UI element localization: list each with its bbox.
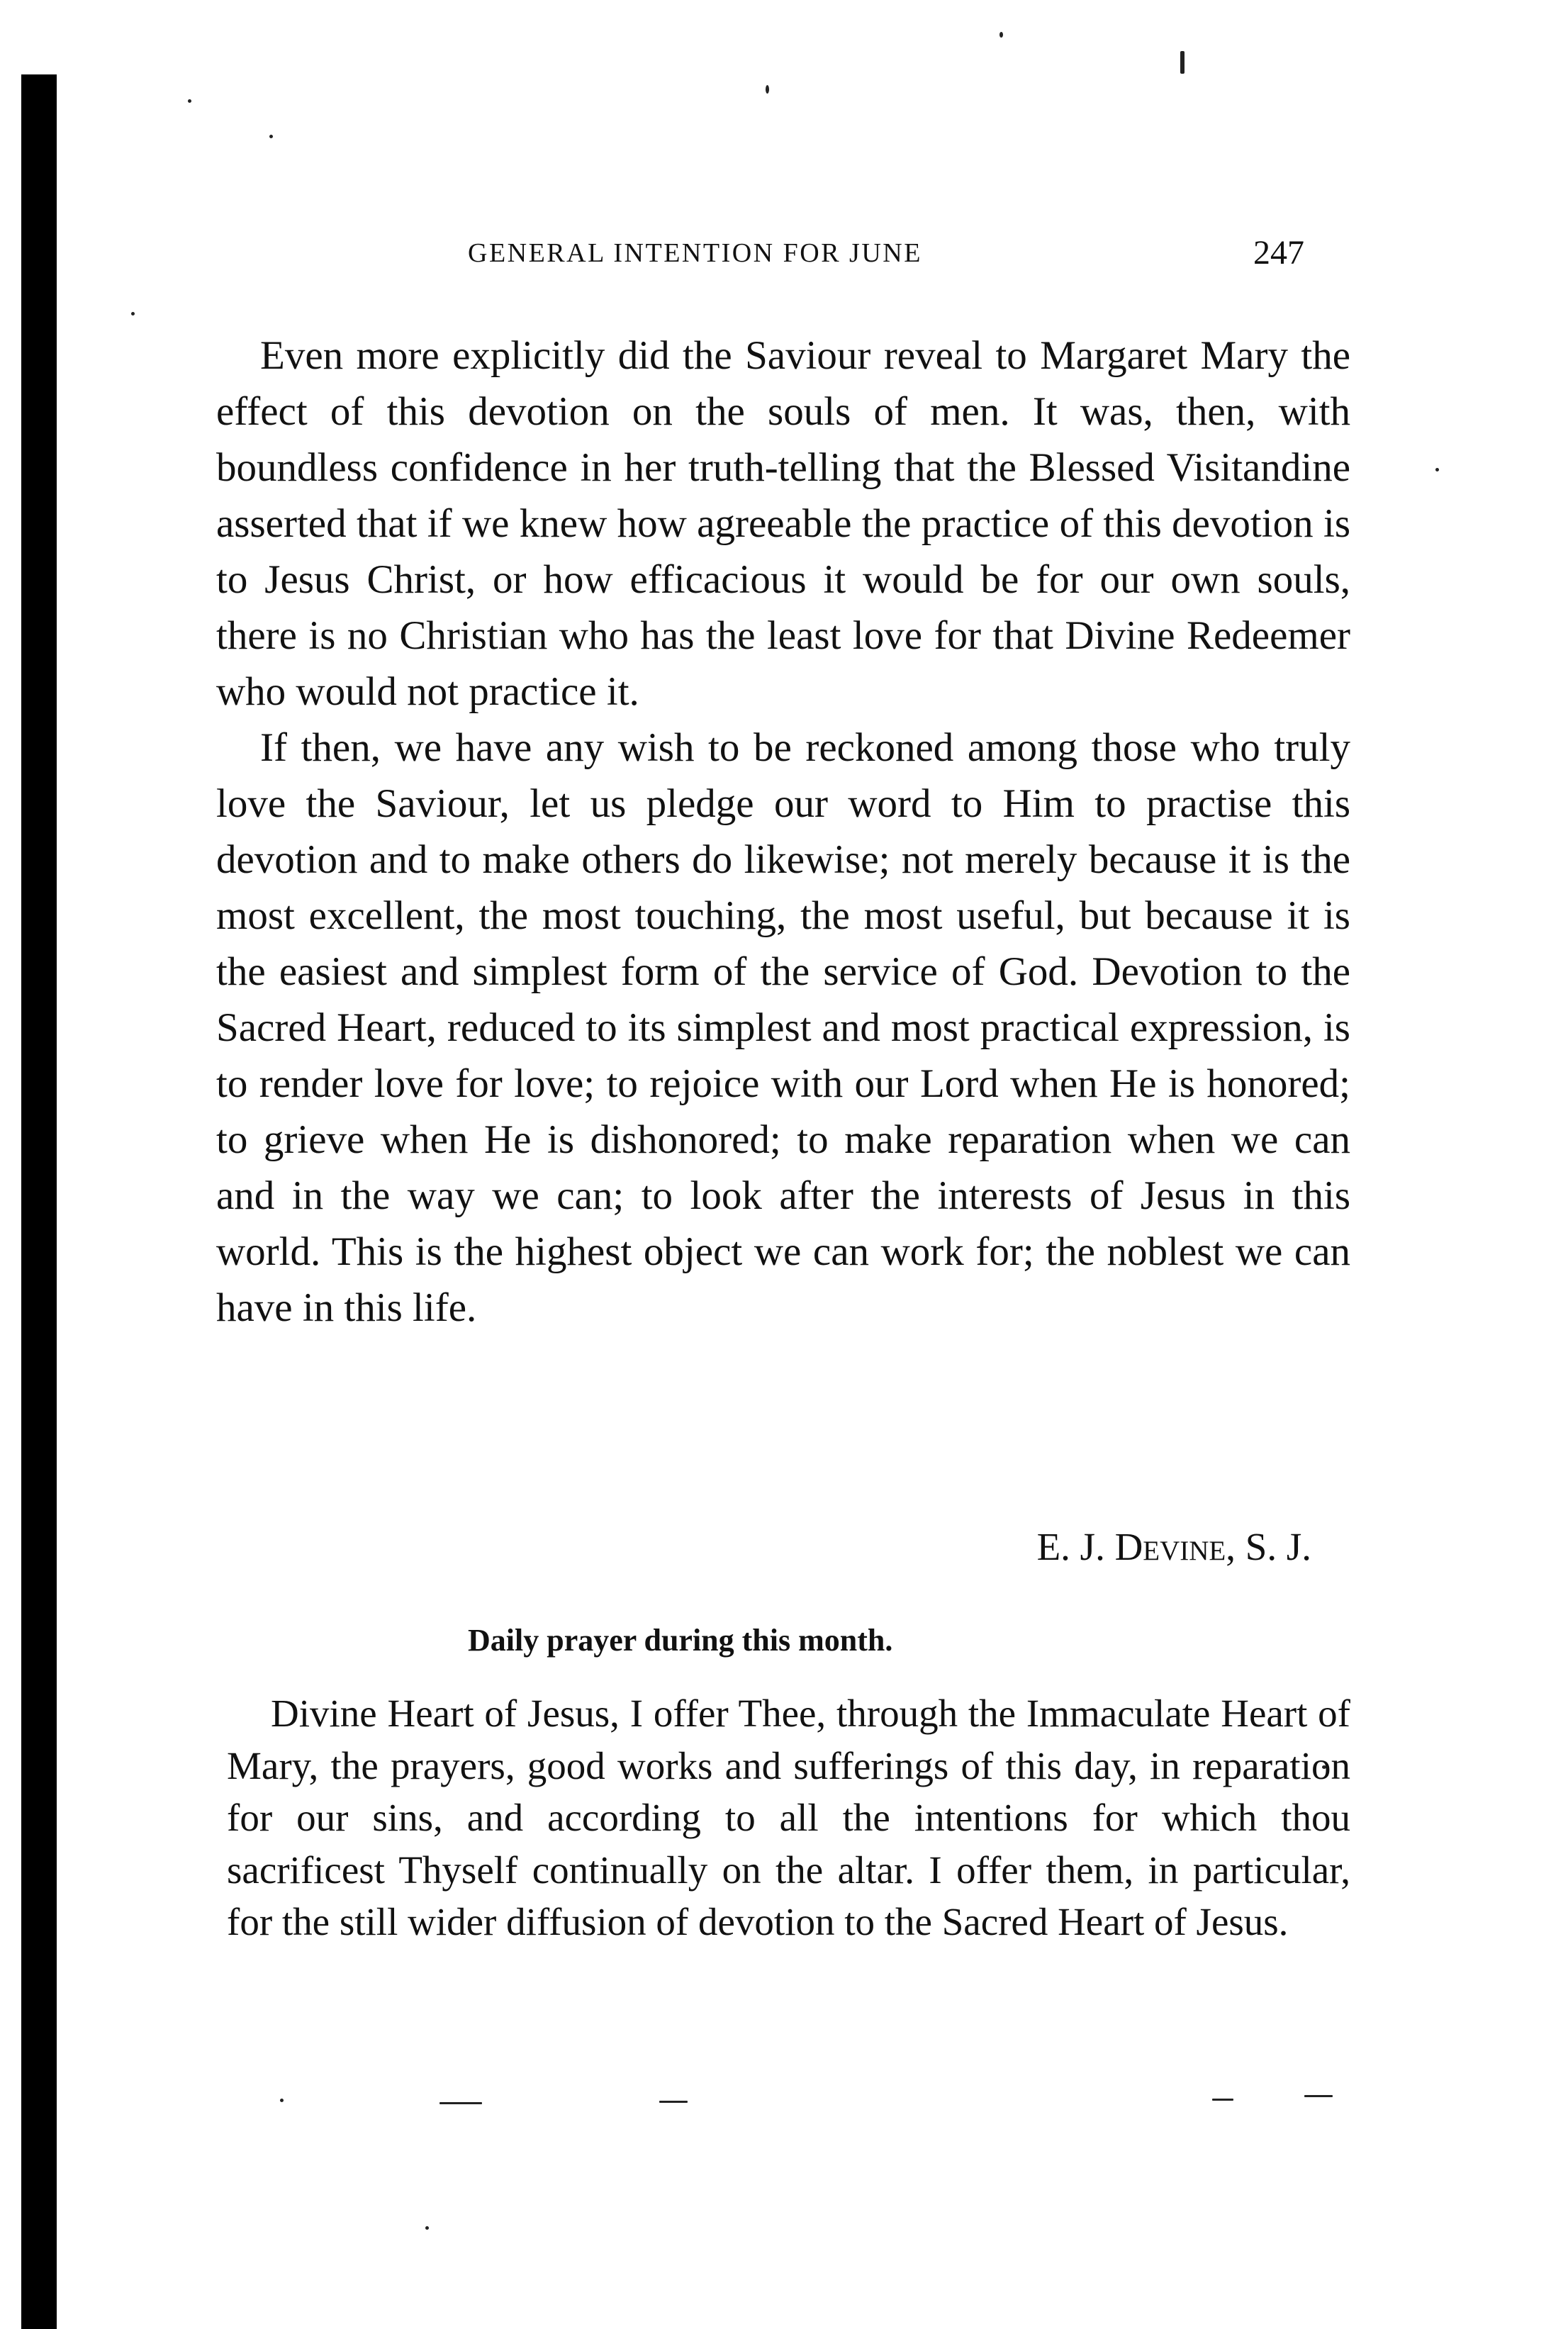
scan-speck bbox=[269, 135, 273, 138]
prayer-text: Divine Heart of Jesus, I offer Thee, through the Immaculate Heart of Mary, the prayers, good works and sufferings of this day, in reparation for our sins, and according to all the intentions for which thou sacrificest Thyself continually on the altar. I offer them, in particular, for the still wider diffusion of devotion to the Sacred Heart of Jesus. bbox=[227, 1692, 1350, 1943]
scan-speck bbox=[188, 99, 191, 103]
scan-speck bbox=[1435, 468, 1439, 471]
scan-speck bbox=[659, 2101, 688, 2103]
scan-speck bbox=[280, 2099, 284, 2102]
essay-body bbox=[216, 328, 1350, 1336]
author-signature: E. J. Devine, S. J. bbox=[1036, 1525, 1311, 1568]
body-paragraph-2: If then, we have any wish to be reckoned among those who truly love the Saviour, let us pledge our word to Him to practise this devotion and to make others do likewise; not merely because it is the most excellent, the most touching, the most useful, but because it is the easiest and simplest form of the service of God. Devotion to the Sacred Heart, reduced to its simplest and most practical expression, is to render love for love; to rejoice with our Lord when He is honored; to grieve when He is dishonored; to make reparation when we can and in the way we can; to look after the interests of Jesus in this world. This is the highest object we can work for; the noblest we can have in this life. bbox=[216, 725, 1350, 1330]
scan-speck bbox=[131, 312, 135, 315]
scan-speck bbox=[1212, 2099, 1233, 2101]
scan-speck bbox=[1304, 2095, 1333, 2097]
prayer-heading: Daily prayer during this month. bbox=[468, 1623, 893, 1658]
page-number: 247 bbox=[1253, 234, 1304, 272]
scan-speck bbox=[766, 85, 769, 94]
scan-binding-edge bbox=[21, 74, 57, 2329]
running-head bbox=[468, 234, 1304, 280]
running-head-title: GENERAL INTENTION FOR JUNE bbox=[468, 238, 922, 268]
daily-prayer bbox=[227, 1687, 1350, 1948]
scan-edge-texture bbox=[21, 202, 50, 486]
scan-speck bbox=[999, 32, 1003, 38]
scan-speck bbox=[439, 2102, 482, 2104]
scan-speck bbox=[1180, 51, 1185, 74]
body-paragraph-1: Even more explicitly did the Saviour reveal to Margaret Mary the effect of this devotion on the souls of men. It was, then, with boundless confidence in her truth-telling that the Blessed Visitandine asserted that if we knew how agreeable the practice of this devotion is to Jesus Christ, or how efficacious it would be for our own souls, there is no Christian who has the least love for that Divine Redeemer who would not practice it. bbox=[216, 333, 1350, 714]
scan-speck bbox=[425, 2226, 429, 2230]
